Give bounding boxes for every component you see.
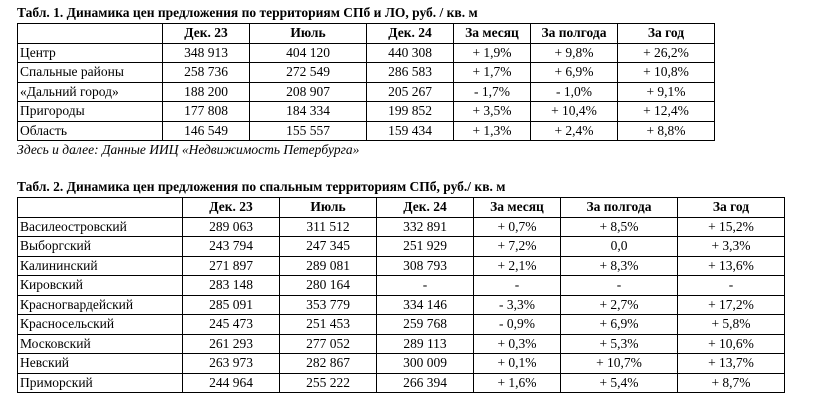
table2-row-label: Красногвардейский <box>18 295 183 315</box>
table1-body <box>18 43 715 141</box>
table2-cell: 283 148 <box>183 276 280 296</box>
table2-cell: 255 222 <box>280 373 377 393</box>
table1-cell: 159 434 <box>367 121 454 141</box>
table2-row <box>18 256 785 276</box>
table2-cell: + 15,2% <box>678 217 785 237</box>
table1-row <box>18 63 715 83</box>
table2-cell: 289 113 <box>377 334 474 354</box>
table2-cell: + 2,7% <box>561 295 678 315</box>
table2-row-label: Кировский <box>18 276 183 296</box>
table2-cell: 277 052 <box>280 334 377 354</box>
table1-header-cell: Дек. 23 <box>163 24 250 44</box>
table2-cell: 0,0 <box>561 237 678 257</box>
table2-cell: - <box>474 276 561 296</box>
table1-cell: 188 200 <box>163 82 250 102</box>
table1-header-cell: Дек. 24 <box>367 24 454 44</box>
table2-row-label: Калининский <box>18 256 183 276</box>
table1-header-cell: За месяц <box>454 24 531 44</box>
table1-cell: 155 557 <box>250 121 367 141</box>
table2-row <box>18 217 785 237</box>
table1-cell: 208 907 <box>250 82 367 102</box>
table1-cell: 272 549 <box>250 63 367 83</box>
table2-cell: 247 345 <box>280 237 377 257</box>
table2-row <box>18 373 785 393</box>
table1-cell: + 3,5% <box>454 102 531 122</box>
table2-cell: 259 768 <box>377 315 474 335</box>
table1-header-cell: За год <box>618 24 715 44</box>
table2-header-cell: Июль <box>280 198 377 218</box>
table2-cell: + 0,1% <box>474 354 561 374</box>
table1-cell: 258 736 <box>163 63 250 83</box>
table1-cell: + 26,2% <box>618 43 715 63</box>
table2-cell: 244 964 <box>183 373 280 393</box>
table2-header-cell: Дек. 24 <box>377 198 474 218</box>
table2-cell: + 10,6% <box>678 334 785 354</box>
table1-row-label: Область <box>18 121 163 141</box>
table1-row <box>18 102 715 122</box>
table1-cell: + 10,8% <box>618 63 715 83</box>
table2-cell: + 8,3% <box>561 256 678 276</box>
table2-row-label: Московский <box>18 334 183 354</box>
table2-row-label: Василеостровский <box>18 217 183 237</box>
table1-row <box>18 121 715 141</box>
table1-cell: + 6,9% <box>531 63 618 83</box>
table1-cell: 205 267 <box>367 82 454 102</box>
table1-cell: + 12,4% <box>618 102 715 122</box>
table2-header-cell: Дек. 23 <box>183 198 280 218</box>
table2-cell: 271 897 <box>183 256 280 276</box>
table2-cell: 245 473 <box>183 315 280 335</box>
table1-header-cell: За полгода <box>531 24 618 44</box>
table2-header-row <box>18 198 785 218</box>
table2-row <box>18 237 785 257</box>
table2-cell: - <box>561 276 678 296</box>
table2-cell: + 5,8% <box>678 315 785 335</box>
table2-cell: + 17,2% <box>678 295 785 315</box>
table2-header-cell: За полгода <box>561 198 678 218</box>
table2-cell: 289 063 <box>183 217 280 237</box>
table1-row <box>18 82 715 102</box>
table2-cell: + 0,3% <box>474 334 561 354</box>
table2-cell: - 0,9% <box>474 315 561 335</box>
table1-row-label: Спальные районы <box>18 63 163 83</box>
table2-cell: + 7,2% <box>474 237 561 257</box>
table2-cell: 280 164 <box>280 276 377 296</box>
table1-cell: 199 852 <box>367 102 454 122</box>
table1-cell: + 9,8% <box>531 43 618 63</box>
table2-row-label: Выборгский <box>18 237 183 257</box>
table2-cell: + 13,7% <box>678 354 785 374</box>
table1-cell: + 1,9% <box>454 43 531 63</box>
table2-cell: - 3,3% <box>474 295 561 315</box>
table2-cell: 311 512 <box>280 217 377 237</box>
table1-cell: 404 120 <box>250 43 367 63</box>
table2-cell: 251 453 <box>280 315 377 335</box>
table2-cell: 243 794 <box>183 237 280 257</box>
table1-header-cell <box>18 24 163 44</box>
table2-row <box>18 354 785 374</box>
table2-cell: - <box>377 276 474 296</box>
table2-cell: + 5,4% <box>561 373 678 393</box>
table2-cell: + 3,3% <box>678 237 785 257</box>
table1-cell: + 1,3% <box>454 121 531 141</box>
table1-cell: 146 549 <box>163 121 250 141</box>
table1-cell: 286 583 <box>367 63 454 83</box>
table2-cell: 251 929 <box>377 237 474 257</box>
table2-cell: + 8,5% <box>561 217 678 237</box>
table2-row-label: Невский <box>18 354 183 374</box>
table2-cell: 282 867 <box>280 354 377 374</box>
source-note: Здесь и далее: Данные ИИЦ «Недвижимость Петербурга» <box>17 142 360 157</box>
table2-cell: 353 779 <box>280 295 377 315</box>
table2-cell: 261 293 <box>183 334 280 354</box>
table2-cell: + 2,1% <box>474 256 561 276</box>
table1-header-row <box>18 24 715 44</box>
table2-cell: + 1,6% <box>474 373 561 393</box>
table1-header-cell: Июль <box>250 24 367 44</box>
table2-cell: + 10,7% <box>561 354 678 374</box>
table2-cell: 332 891 <box>377 217 474 237</box>
table2-cell: 289 081 <box>280 256 377 276</box>
table2-body <box>18 217 785 393</box>
table1-cell: + 2,4% <box>531 121 618 141</box>
table2-row <box>18 295 785 315</box>
table2-row <box>18 315 785 335</box>
table1 <box>17 23 715 141</box>
table1-cell: 440 308 <box>367 43 454 63</box>
table1-row-label: Центр <box>18 43 163 63</box>
table2-cell: + 0,7% <box>474 217 561 237</box>
table2-cell: 308 793 <box>377 256 474 276</box>
table2-cell: 285 091 <box>183 295 280 315</box>
table2-cell: + 5,3% <box>561 334 678 354</box>
table2-cell: 334 146 <box>377 295 474 315</box>
table2-header-cell: За год <box>678 198 785 218</box>
table2-cell: + 13,6% <box>678 256 785 276</box>
table1-cell: 184 334 <box>250 102 367 122</box>
table2-row-label: Красносельский <box>18 315 183 335</box>
table2 <box>17 197 785 393</box>
table2-header-cell <box>18 198 183 218</box>
table1-cell: - 1,7% <box>454 82 531 102</box>
table1-cell: 177 808 <box>163 102 250 122</box>
table1-cell: - 1,0% <box>531 82 618 102</box>
table2-cell: 300 009 <box>377 354 474 374</box>
table1-cell: 348 913 <box>163 43 250 63</box>
table2-cell: - <box>678 276 785 296</box>
table1-cell: + 10,4% <box>531 102 618 122</box>
table1-row-label: «Дальний город» <box>18 82 163 102</box>
table2-header-cell: За месяц <box>474 198 561 218</box>
table1-row <box>18 43 715 63</box>
table2-row <box>18 276 785 296</box>
table2-caption: Табл. 2. Динамика цен предложения по спальным территориям СПб, руб./ кв. м <box>17 179 506 194</box>
table2-cell: 266 394 <box>377 373 474 393</box>
table1-row-label: Пригороды <box>18 102 163 122</box>
table1-caption: Табл. 1. Динамика цен предложения по территориям СПб и ЛО, руб. / кв. м <box>17 5 478 20</box>
table2-cell: + 8,7% <box>678 373 785 393</box>
table2-row <box>18 334 785 354</box>
table1-cell: + 9,1% <box>618 82 715 102</box>
table1-cell: + 1,7% <box>454 63 531 83</box>
table2-cell: + 6,9% <box>561 315 678 335</box>
table2-row-label: Приморский <box>18 373 183 393</box>
table1-cell: + 8,8% <box>618 121 715 141</box>
table2-cell: 263 973 <box>183 354 280 374</box>
